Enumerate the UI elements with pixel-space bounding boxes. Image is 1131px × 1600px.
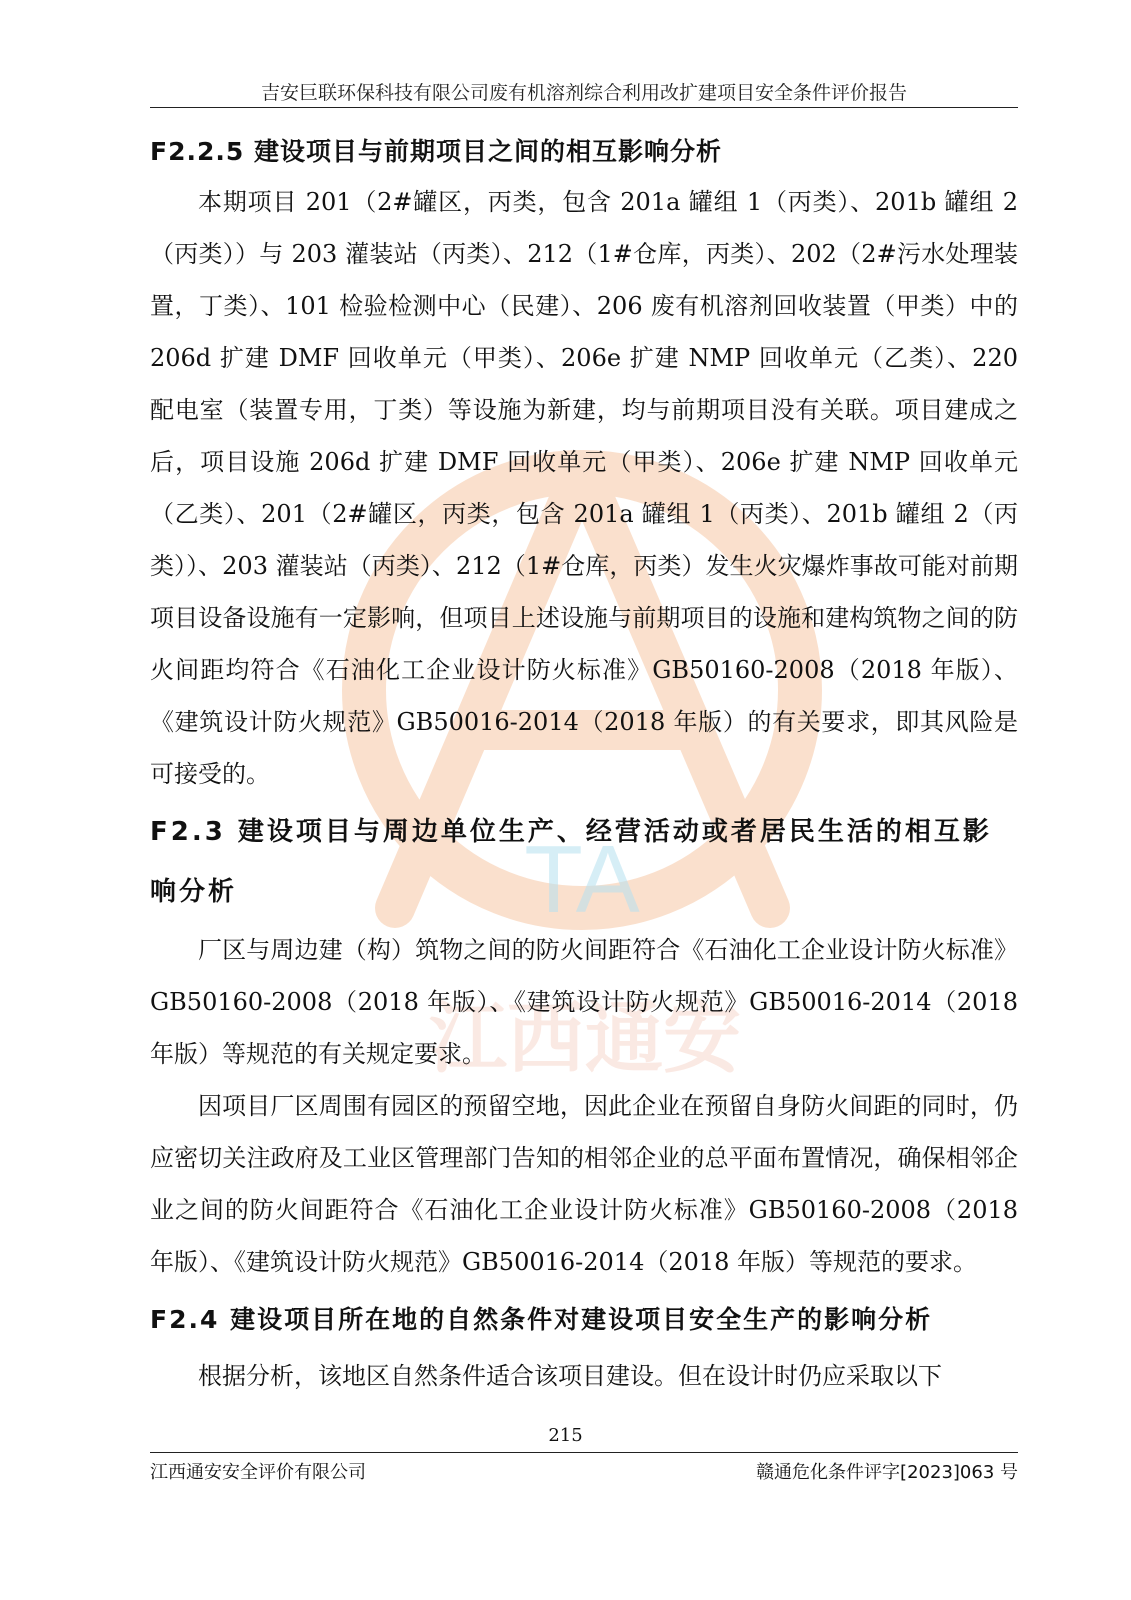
section-heading-f2-2-5: F2.2.5 建设项目与前期项目之间的相互影响分析 bbox=[150, 137, 722, 166]
page-number: 215 bbox=[548, 1425, 583, 1446]
watermark-letters: TA bbox=[524, 826, 640, 933]
header-rule bbox=[150, 107, 1018, 108]
footer-rule bbox=[150, 1452, 1018, 1453]
footer-company: 江西通安安全评价有限公司 bbox=[150, 1462, 366, 1483]
watermark-text: 江西通安 bbox=[428, 994, 742, 1084]
page-body bbox=[150, 118, 1018, 1402]
paragraph: 本期项目 201（2#罐区，丙类，包含 201a 罐组 1（丙类）、201b 罐组 2（丙类））与 203 灌装站（丙类）、212（1#仓库，丙类）、202（2#污水处理装置，丁类）、101 检验检测中心（民建）、206 废有机溶剂回收装置（甲类）中的 206d 扩建 DMF 回收单元（甲类）、206e 扩建 NMP 回收单元（乙类）、220 配电室（装置专用，丁类）等设施为新建，均与前期项目没有关联。项目建成之后，项目设施 206d 扩建 DMF 回收单元（甲类）、206e 扩建 NMP 回收单元（乙类）、201（2#罐区，丙类，包含 201a 罐组 1（丙类）、201b 罐组 2（丙类））、203 灌装站（丙类）、212（1#仓库，丙类）发生火灾爆炸事故可能对前期项目设备设施有一定影响，但项目上述设施与前期项目的设施和建构筑物之间的防火间距均符合《石油化工企业设计防火标准》GB50160-2008（2018 年版）、《建筑设计防火规范》GB50016-2014（2018 年版）的有关要求，即其风险是可接受的。 bbox=[150, 188, 1018, 788]
section-heading-f2-4: F2.4 建设项目所在地的自然条件对建设项目安全生产的影响分析 bbox=[150, 1305, 933, 1334]
paragraph: 因项目厂区周围有园区的预留空地，因此企业在预留自身防火间距的同时，仍应密切关注政府及工业区管理部门告知的相邻企业的总平面布置情况，确保相邻企业之间的防火间距符合《石油化工企业设计防火标准》GB50160-2008（2018 年版）、《建筑设计防火规范》GB50016-2014（2018 年版）等规范的要求。 bbox=[150, 1092, 1018, 1276]
footer-doc-number: 赣通危化条件评字[2023]063 号 bbox=[756, 1462, 1018, 1483]
paragraph: 厂区与周边建（构）筑物之间的防火间距符合《石油化工企业设计防火标准》GB50160-2008（2018 年版）、《建筑设计防火规范》GB50016-2014（2018 年版）等规范的有关规定要求。 bbox=[150, 936, 1018, 1068]
section-heading-f2-3: F2.3 建设项目与周边单位生产、经营活动或者居民生活的相互影响分析 bbox=[150, 817, 992, 907]
page-header-title: 吉安巨联环保科技有限公司废有机溶剂综合利用改扩建项目安全条件评价报告 bbox=[260, 82, 907, 104]
paragraph: 根据分析，该地区自然条件适合该项目建设。但在设计时仍应采取以下 bbox=[198, 1362, 942, 1390]
